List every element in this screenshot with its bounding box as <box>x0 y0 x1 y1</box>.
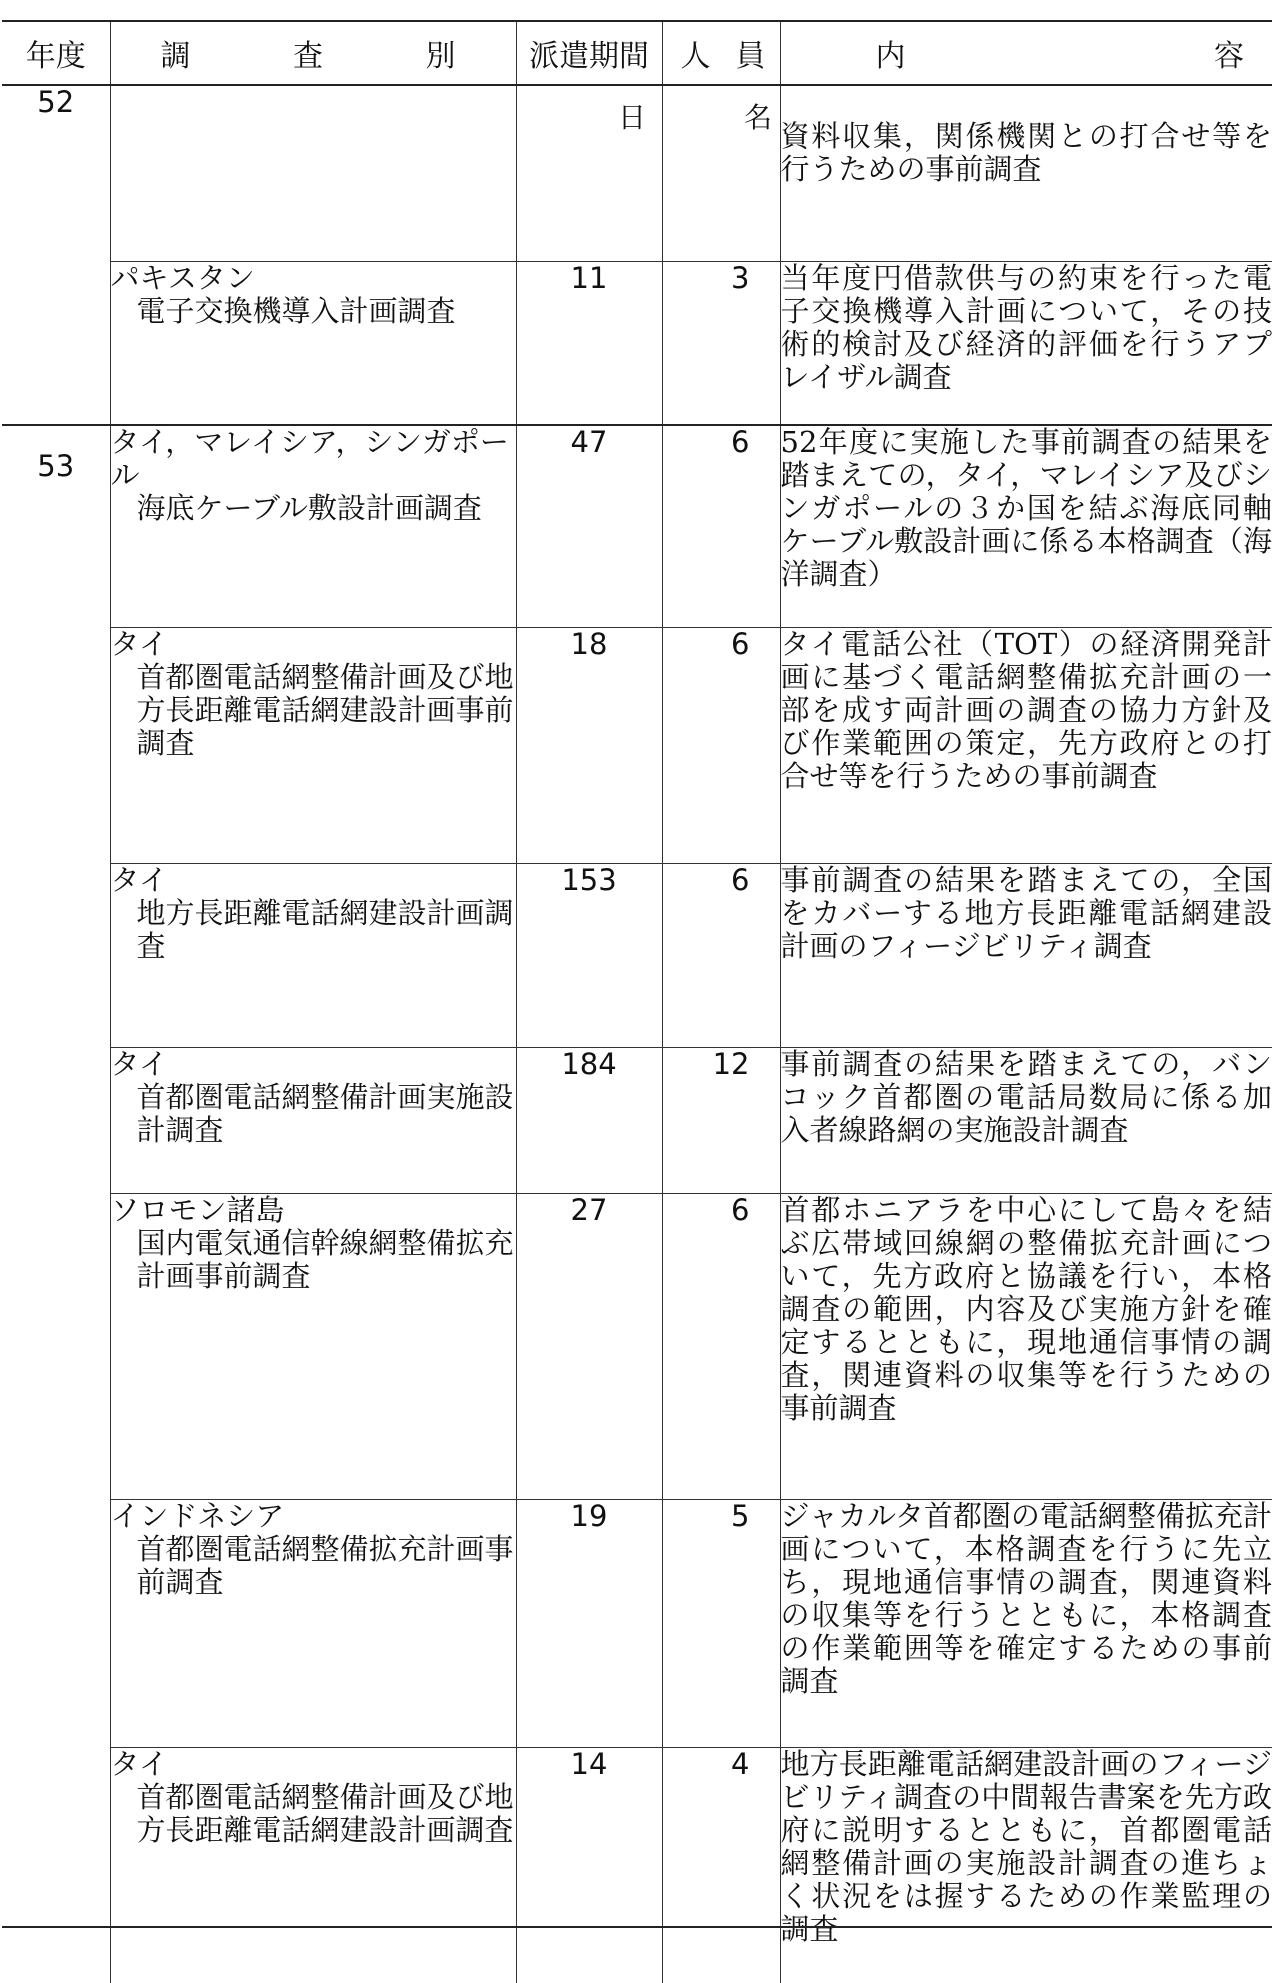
staff-cell: 6 <box>662 1193 780 1499</box>
survey-subject: 海底ケーブル敷設計画調査 <box>136 491 482 525</box>
survey-cell <box>110 1499 516 1747</box>
survey-subject: 国内電気通信幹線網整備拡充計画事前調査 <box>136 1225 514 1293</box>
period-cell: 153 <box>516 863 662 1047</box>
staff-cell: 12 <box>662 1047 780 1193</box>
period-cell: 14 <box>516 1747 662 1983</box>
content-cell: 資料収集，関係機関との打合せ等を行うための事前調査 <box>780 85 1272 261</box>
staff-cell: 6 <box>662 627 780 863</box>
survey-subject: 首都圏電話網整備計画実施設計調査 <box>136 1079 514 1147</box>
survey-cell <box>110 425 516 627</box>
table-row <box>2 863 1272 1047</box>
country-label: タイ <box>110 1746 168 1781</box>
header-staff <box>662 21 780 85</box>
survey-subject: 電子交換機導入計画調査 <box>136 293 456 328</box>
content-cell: 52年度に実施した事前調査の結果を踏まえての，タイ，マレイシア及びシンガポールの３か国を結ぶ海底同軸ケーブル敷設計画に係る本格調査（海洋調査） <box>780 425 1272 627</box>
country-label: タイ <box>110 1046 168 1081</box>
year-cell <box>2 863 110 1047</box>
survey-cell <box>110 627 516 863</box>
table-row <box>2 1047 1272 1193</box>
table-row <box>2 425 1272 627</box>
survey-cell <box>110 1193 516 1499</box>
table-row <box>2 261 1272 425</box>
country-label: タイ <box>110 862 168 897</box>
survey-cell <box>110 261 516 425</box>
unit-person-label: 名 <box>744 101 773 134</box>
survey-cell <box>110 1047 516 1193</box>
period-cell: 18 <box>516 627 662 863</box>
header-content-char: 内 <box>875 39 906 74</box>
country-label: パキスタン <box>110 260 255 295</box>
header-staff-char: 員 <box>735 39 766 74</box>
period-cell: 19 <box>516 1499 662 1747</box>
country-label: ソロモン諸島 <box>110 1192 285 1227</box>
period-cell: 11 <box>516 261 662 425</box>
survey-table <box>2 20 1272 1983</box>
header-content-char: 容 <box>1214 39 1244 74</box>
survey-subject: 首都圏電話網整備計画及び地方長距離電話網建設計画調査 <box>136 1779 514 1847</box>
year-cell <box>2 627 110 863</box>
header-survey <box>110 21 516 85</box>
header-row <box>2 21 1272 85</box>
bottom-rule <box>2 1926 1272 1928</box>
period-cell: 47 <box>516 425 662 627</box>
survey-cell <box>110 863 516 1047</box>
country-label: インドネシア <box>110 1498 285 1533</box>
survey-subject: 首都圏電話網整備拡充計画事前調査 <box>136 1531 514 1599</box>
table-row <box>2 627 1272 863</box>
year-cell <box>2 1047 110 1193</box>
staff-cell: 4 <box>662 1747 780 1983</box>
table-row <box>2 1193 1272 1499</box>
content-cell: 首都ホニアラを中心にして島々を結ぶ広帯域回線網の整備拡充計画について，先方政府と協議を行い，本格調査の範囲，内容及び実施方針を確定するとともに，現地通信事情の調査，関連資料の収集等を行うための事前調査 <box>780 1193 1272 1499</box>
year-cell: 53 <box>37 449 75 483</box>
content-cell: 地方長距離電話網建設計画のフィージビリティ調査の中間報告書案を先方政府に説明するとともに，首都圏電話網整備計画の実施設計調査の進ちょく状況をは握するための作業監理の調査 <box>780 1747 1272 1983</box>
header-year: 年度 <box>2 21 110 85</box>
content-cell: ジャカルタ首都圏の電話網整備拡充計画について，本格調査を行うに先立ち，現地通信事情の調査，関連資料の収集等を行うとともに，本格調査の作業範囲等を確定するための事前調査 <box>780 1499 1272 1747</box>
survey-subject: 地方長距離電話網建設計画調査 <box>136 895 514 963</box>
staff-cell: 5 <box>662 1499 780 1747</box>
header-period: 派遣期間 <box>516 21 662 85</box>
period-cell: 184 <box>516 1047 662 1193</box>
survey-subject: 首都圏電話網整備計画及び地方長距離電話網建設計画事前調査 <box>136 659 514 760</box>
unit-day-label: 日 <box>618 101 647 134</box>
staff-cell: 3 <box>662 261 780 425</box>
content-cell: 当年度円借款供与の約束を行った電子交換機導入計画について，その技術的検討及び経済的評価を行うアプレイザル調査 <box>780 261 1272 425</box>
header-survey-char: 調 <box>160 39 191 74</box>
survey-cell <box>110 85 516 261</box>
header-survey-char: 査 <box>293 39 323 74</box>
content-cell: タイ電話公社（TOT）の経済開発計画に基づく電話網整備拡充計画の一部を成す両計画の調査の協力方針及び作業範囲の策定，先方政府との打合せ等を行うための事前調査 <box>780 627 1272 863</box>
year-cell <box>2 1747 110 1983</box>
content-cell: 事前調査の結果を踏まえての，全国をカバーする地方長距離電話網建設計画のフィージビリティ調査 <box>780 863 1272 1047</box>
country-label: タイ <box>110 626 168 661</box>
year-cell <box>2 1499 110 1747</box>
table-row <box>2 1747 1272 1983</box>
header-content <box>780 21 1272 85</box>
year-cell <box>2 1193 110 1499</box>
content-cell: 事前調査の結果を踏まえての，バンコック首都圏の電話局数局に係る加入者線路網の実施設計調査 <box>780 1047 1272 1193</box>
year-cell: 52 <box>37 85 75 119</box>
period-cell: 27 <box>516 1193 662 1499</box>
header-survey-char: 別 <box>425 39 456 74</box>
year-cell <box>2 261 110 425</box>
staff-cell: 6 <box>662 425 780 627</box>
header-staff-char: 人 <box>680 39 711 74</box>
table-row <box>2 1499 1272 1747</box>
survey-cell <box>110 1747 516 1983</box>
staff-cell: 6 <box>662 863 780 1047</box>
country-label: タイ，マレイシア，シンガポール <box>110 425 509 492</box>
